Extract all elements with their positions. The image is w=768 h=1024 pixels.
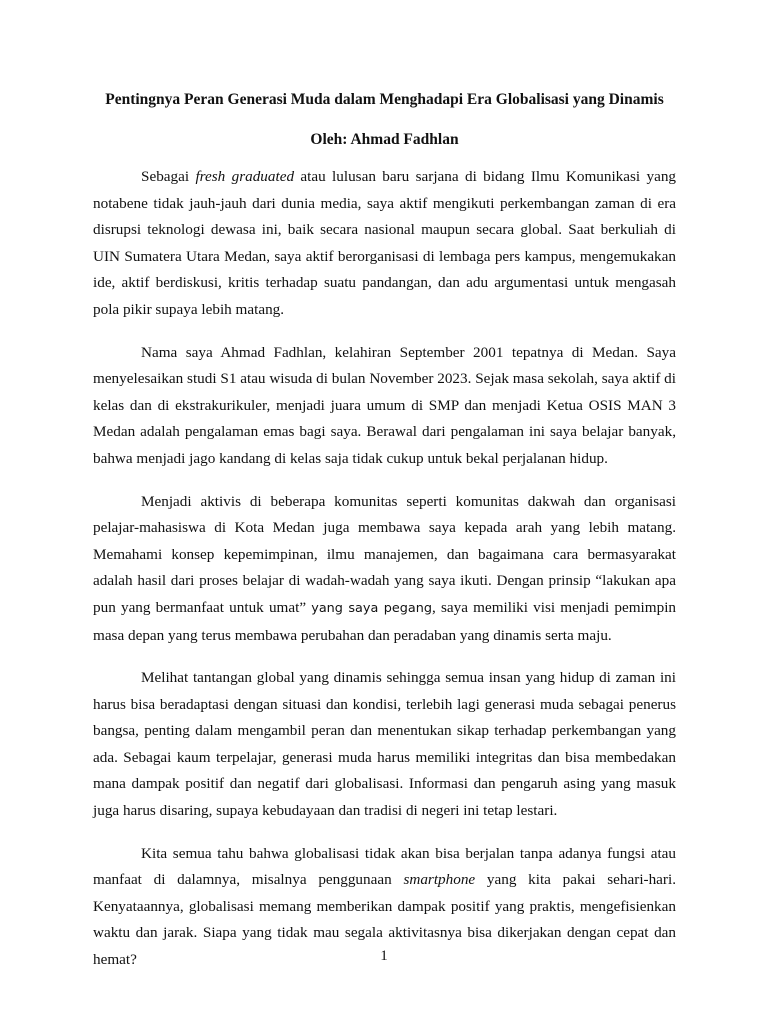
document-body (93, 88, 676, 974)
paragraph-1 (93, 164, 676, 324)
paragraph-1-run-c: atau lulusan baru sarjana di bidang Ilmu Komunikasi yang notabene tidak jauh-jauh dari dunia media, saya aktif mengikuti perkembangan zaman di era disrupsi teknologi dewasa ini, baik secara nasional maupun secara global. Saat berkuliah di UIN Sumatera Utara Medan, saya aktif berorganisasi di lembaga pers kampus, mengemukakan ide, aktif berdiskusi, kritis terhadap suatu pandangan, dan adu argumentasi untuk mengasah pola pikir supaya lebih matang. (93, 168, 677, 318)
paragraph-5-run-c: yang kita pakai sehari-hari. Kenyataannya, globalisasi memang memberikan dampak positif yang praktis, mengefisienkan waktu dan jarak. Siapa yang tidak mau segala aktivitasnya bisa dikerjakan dengan cepat dan hemat? (93, 871, 677, 969)
paragraph-3-run-c: , saya memiliki visi menjadi pemimpin masa depan yang terus membawa perubahan dan peradaban yang dinamis serta maju. (93, 598, 677, 644)
paragraph-1-italic-term: fresh graduated (195, 168, 295, 185)
author-line: Oleh: Ahmad Fadhlan (310, 131, 459, 148)
paragraph-1-run-a: Sebagai (141, 168, 196, 185)
paragraph-4 (93, 665, 676, 825)
paragraph-2-text: Nama saya Ahmad Fadhlan, kelahiran September 2001 tepatnya di Medan. Saya menyelesaikan studi S1 atau wisuda di bulan November 2023. Sejak masa sekolah, saya aktif di kelas dan di ekstrakurikuler, menjadi juara umum di SMP dan menjadi Ketua OSIS MAN 3 Medan adalah pengalaman emas bagi saya. Berawal dari pengalaman ini saya belajar banyak, bahwa menjadi jago kandang di kelas saja tidak cukup untuk bekal perjalanan hidup. (93, 343, 676, 467)
paragraph-3-sans-run: yang saya pegang (311, 600, 432, 616)
paragraph-3 (93, 489, 676, 650)
page-number: 1 (380, 948, 388, 964)
paragraph-5-italic-term: smartphone (403, 871, 476, 889)
document-title: Pentingnya Peran Generasi Muda dalam Menghadapi Era Globalisasi yang Dinamis (105, 91, 664, 108)
paragraph-5-run-a: Kita semua tahu bahwa globalisasi tidak akan bisa berjalan tanpa adanya fungsi atau manfaat di dalamnya, misalnya penggunaan (93, 844, 676, 889)
paragraph-4-text: Melihat tantangan global yang dinamis sehingga semua insan yang hidup di zaman ini harus bisa beradaptasi dengan situasi dan kondisi, terlebih lagi generasi muda sebagai penerus bangsa, penting dalam mengambil peran dan menentukan sikap terhadap perkembangan yang ada. Sebagai kaum terpelajar, generasi muda harus memiliki integritas dan bisa membedakan mana dampak positif dan negatif dari globalisasi. Informasi dan pengaruh asing yang masuk juga harus disaring, supaya kebudayaan dan tradisi di negeri ini tetap lestari. (93, 669, 676, 820)
paragraph-3-run-a: Menjadi aktivis di beberapa komunitas seperti komunitas dakwah dan organisasi pelajar-mahasiswa di Kota Medan juga membawa saya kepada arah yang lebih matang. Memahami konsep kepemimpinan, ilmu manajemen, dan bagaimana cara bermasyarakat adalah hasil dari proses belajar di wadah-wadah yang saya ikuti. Dengan prinsip “lakukan apa pun yang bermanfaat untuk umat” (93, 492, 676, 616)
paragraph-2 (93, 340, 676, 473)
